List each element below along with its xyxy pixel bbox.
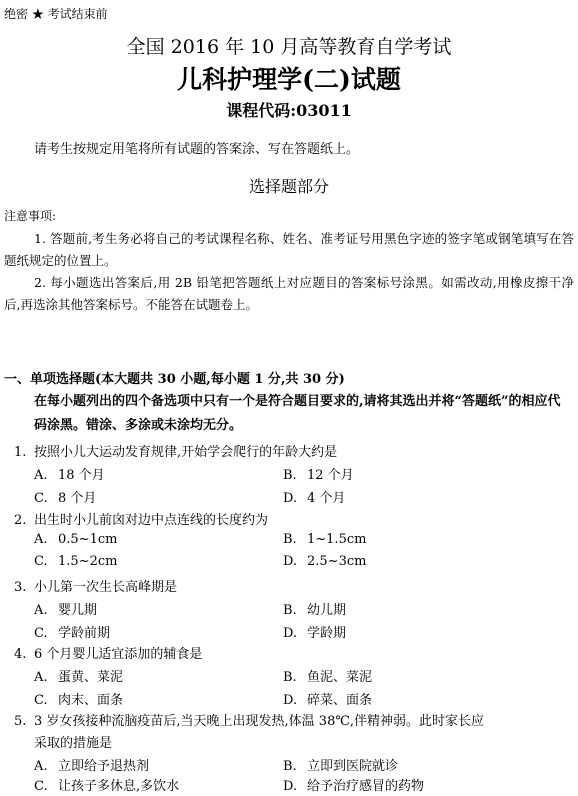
part-instructions: 在每小题列出的四个备选项中只有一个是符合题目要求的,请将其选出并将“答题纸”的相应代码涂黑。错涂、多涂或未涂均无分。 xyxy=(34,394,561,433)
option-text: 立即到医院就诊 xyxy=(307,759,399,774)
option-text: 8 个月 xyxy=(58,491,97,506)
notes-heading: 注意事项: xyxy=(4,209,57,223)
option-text: 12 个月 xyxy=(307,468,354,483)
option-letter: B. xyxy=(283,532,297,547)
option xyxy=(283,532,366,547)
option-letter: A. xyxy=(34,670,48,685)
option-letter: B. xyxy=(283,468,297,483)
question-text: 小儿第一次生长高峰期是 xyxy=(34,580,178,595)
option xyxy=(34,487,96,506)
question-stem xyxy=(14,576,177,595)
question-number: 4. xyxy=(14,647,27,662)
option-text: 鱼泥、菜泥 xyxy=(307,670,373,685)
option-text: 幼儿期 xyxy=(307,603,347,618)
option xyxy=(283,487,345,506)
option xyxy=(283,755,398,774)
option-text: 1.5~2cm xyxy=(58,554,118,569)
option-letter: D. xyxy=(283,693,298,708)
option xyxy=(283,464,354,483)
question-text: 按照小儿大运动发育规律,开始学会爬行的年龄大约是 xyxy=(34,445,338,460)
note-item: 2. 每小题选出答案后,用 2B 铅笔把答题纸上对应题目的答案标号涂黑。如需改动,用橡皮擦干净后,再选涂其他答案标号。不能答在试题卷上。 xyxy=(4,275,574,312)
option-letter: C. xyxy=(34,779,48,794)
question-number: 3. xyxy=(14,580,27,595)
question-stem xyxy=(14,643,202,662)
option-text: 4 个月 xyxy=(307,491,346,506)
option-text: 婴儿期 xyxy=(58,603,98,618)
option-text: 0.5~1cm xyxy=(58,532,118,547)
option-text: 1~1.5cm xyxy=(307,532,367,547)
option-text: 学龄期 xyxy=(307,626,347,641)
option xyxy=(34,666,123,685)
option-text: 18 个月 xyxy=(58,468,105,483)
option-letter: A. xyxy=(34,468,48,483)
confidential-label: 绝密 ★ 考试结束前 xyxy=(4,7,108,21)
option xyxy=(34,599,97,618)
option-text: 让孩子多休息,多饮水 xyxy=(58,779,180,794)
option-letter: D. xyxy=(283,491,298,506)
option-letter: B. xyxy=(283,759,297,774)
option-text: 肉末、面条 xyxy=(58,693,124,708)
option xyxy=(34,775,179,794)
option-letter: D. xyxy=(283,554,298,569)
option xyxy=(34,689,123,708)
option-letter: D. xyxy=(283,779,298,794)
option-letter: A. xyxy=(34,759,48,774)
note-item: 1. 答题前,考生务必将自己的考试课程名称、姓名、准考证号用黑色字迹的签字笔或钢笔填写在答题纸规定的位置上。 xyxy=(4,231,574,268)
option-letter: C. xyxy=(34,554,48,569)
option-text: 碎菜、面条 xyxy=(307,693,373,708)
question-text: 6 个月婴儿适宜添加的辅食是 xyxy=(34,647,203,662)
question-number: 1. xyxy=(14,445,27,460)
option-letter: B. xyxy=(283,603,297,618)
option xyxy=(283,666,372,685)
section-title: 选择题部分 xyxy=(248,177,329,196)
option xyxy=(34,532,117,547)
option xyxy=(283,599,346,618)
question-stem xyxy=(14,509,268,528)
option-letter: C. xyxy=(34,491,48,506)
question-text: 3 岁女孩接种流脑疫苗后,当天晚上出现发热,体温 38℃,伴精神弱。此时家长应 xyxy=(34,714,485,729)
exam-title: 全国 2016 年 10 月高等教育自学考试 xyxy=(126,36,452,58)
question-text: 出生时小儿前囟对边中点连线的长度约为 xyxy=(34,513,269,528)
question-text-continued: 采取的措施是 xyxy=(34,736,113,751)
option-text: 给予治疗感冒的药物 xyxy=(307,779,425,794)
intro-text: 请考生按规定用笔将所有试题的答案涂、写在答题纸上。 xyxy=(34,142,360,157)
option xyxy=(283,622,346,641)
option xyxy=(283,689,372,708)
course-code: 课程代码:03011 xyxy=(226,101,352,120)
option-letter: D. xyxy=(283,626,298,641)
option-letter: C. xyxy=(34,626,48,641)
option xyxy=(34,464,105,483)
option xyxy=(34,622,110,641)
option-letter: A. xyxy=(34,603,48,618)
option-letter: A. xyxy=(34,532,48,547)
option-letter: C. xyxy=(34,693,48,708)
question-stem xyxy=(14,710,484,729)
option-text: 蛋黄、菜泥 xyxy=(58,670,124,685)
question-stem xyxy=(14,441,337,460)
option xyxy=(283,775,424,794)
option xyxy=(283,554,366,569)
option-text: 2.5~3cm xyxy=(307,554,367,569)
question-number: 2. xyxy=(14,513,27,528)
option xyxy=(34,755,149,774)
option-text: 学龄前期 xyxy=(58,626,111,641)
part-heading: 一、单项选择题(本大题共 30 小题,每小题 1 分,共 30 分) xyxy=(4,372,345,387)
option-letter: B. xyxy=(283,670,297,685)
subject-title: 儿科护理学(二)试题 xyxy=(177,65,401,94)
option-text: 立即给予退热剂 xyxy=(58,759,150,774)
option xyxy=(34,554,117,569)
question-number: 5. xyxy=(14,714,27,729)
